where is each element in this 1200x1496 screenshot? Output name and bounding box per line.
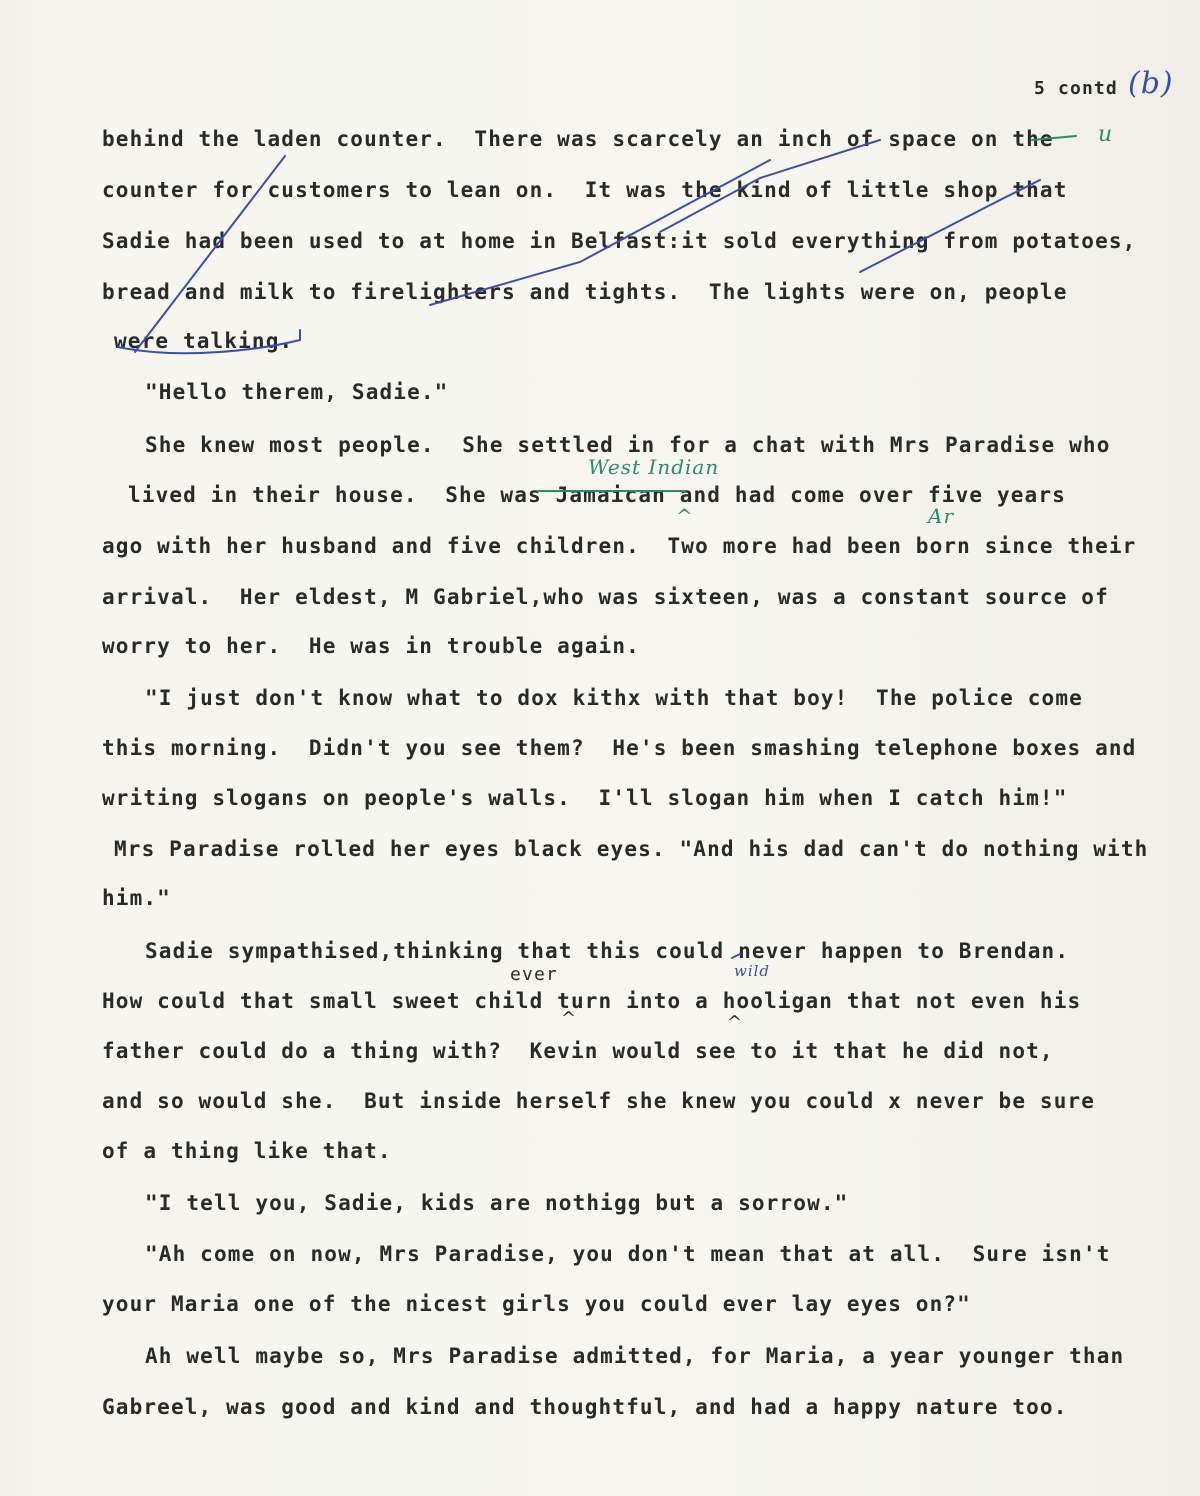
text-line: "Hello therem, Sadie.": [145, 380, 449, 404]
text-line: your Maria one of the nicest girls you could ever lay eyes on?": [102, 1292, 971, 1316]
text-line: How could that small sweet child turn into a hooligan that not even his: [102, 989, 1082, 1013]
text-line: of a thing like that.: [102, 1139, 392, 1163]
text-line: arrival. Her eldest, M Gabriel,who was sixteen, was a constant source of: [102, 585, 1109, 609]
page-section-mark: (b): [1128, 66, 1174, 101]
text-line: bread and milk to firelighters and tights. The lights were on, people: [102, 280, 1068, 304]
text-line: Sadie sympathised,thinking that this could never happen to Brendan.: [145, 939, 1070, 963]
text-line: "I tell you, Sadie, kids are nothigg but a sorrow.": [145, 1191, 849, 1215]
text-line: Ah well maybe so, Mrs Paradise admitted, for Maria, a year younger than: [145, 1344, 1125, 1368]
text-line: "I just don't know what to dox kithx with that boy! The police come: [145, 686, 1083, 710]
text-line: "Ah come on now, Mrs Paradise, you don't mean that at all. Sure isn't: [145, 1242, 1111, 1266]
insertion-wild: wild: [734, 962, 771, 980]
text-line: were talking.: [114, 329, 294, 353]
insertion-caret: ^: [676, 504, 694, 528]
text-line: counter for customers to lean on. It was the kind of little shop that: [102, 178, 1068, 202]
text-line: lived in their house. She was Jamaican and had come over five years: [128, 483, 1066, 507]
text-line: father could do a thing with? Kevin would see to it that he did not,: [102, 1039, 1054, 1063]
insertion-west-indian: West Indian: [588, 455, 720, 479]
page-number-label: 5 contd: [1034, 78, 1118, 99]
text-line: writing slogans on people's walls. I'll slogan him when I catch him!": [102, 786, 1068, 810]
text-line: behind the laden counter. There was scarcely an inch of space on the: [102, 127, 1054, 151]
insertion-caret: ^: [727, 1012, 744, 1033]
text-line: Mrs Paradise rolled her eyes black eyes. "And his dad can't do nothing with: [114, 837, 1149, 861]
margin-mark: u: [1098, 122, 1114, 147]
insertion-caret: ^: [561, 1008, 578, 1029]
text-line: this morning. Didn't you see them? He's been smashing telephone boxes and: [102, 736, 1137, 760]
text-line: ago with her husband and five children. Two more had been born since their: [102, 534, 1137, 558]
typed-insertion-ever: ever: [510, 964, 558, 985]
text-line: worry to her. He was in trouble again.: [102, 634, 640, 658]
text-line: She knew most people. She settled in for a chat with Mrs Paradise who: [145, 433, 1111, 457]
text-line: and so would she. But inside herself she knew you could x never be sure: [102, 1089, 1096, 1113]
text-line: Sadie had been used to at home in Belfast:it sold everything from potatoes,: [102, 229, 1137, 253]
text-line: Gabreel, was good and kind and thoughtful, and had a happy nature too.: [102, 1395, 1068, 1419]
insertion-five-mark: Ar: [928, 504, 955, 528]
text-line: him.": [102, 886, 171, 910]
